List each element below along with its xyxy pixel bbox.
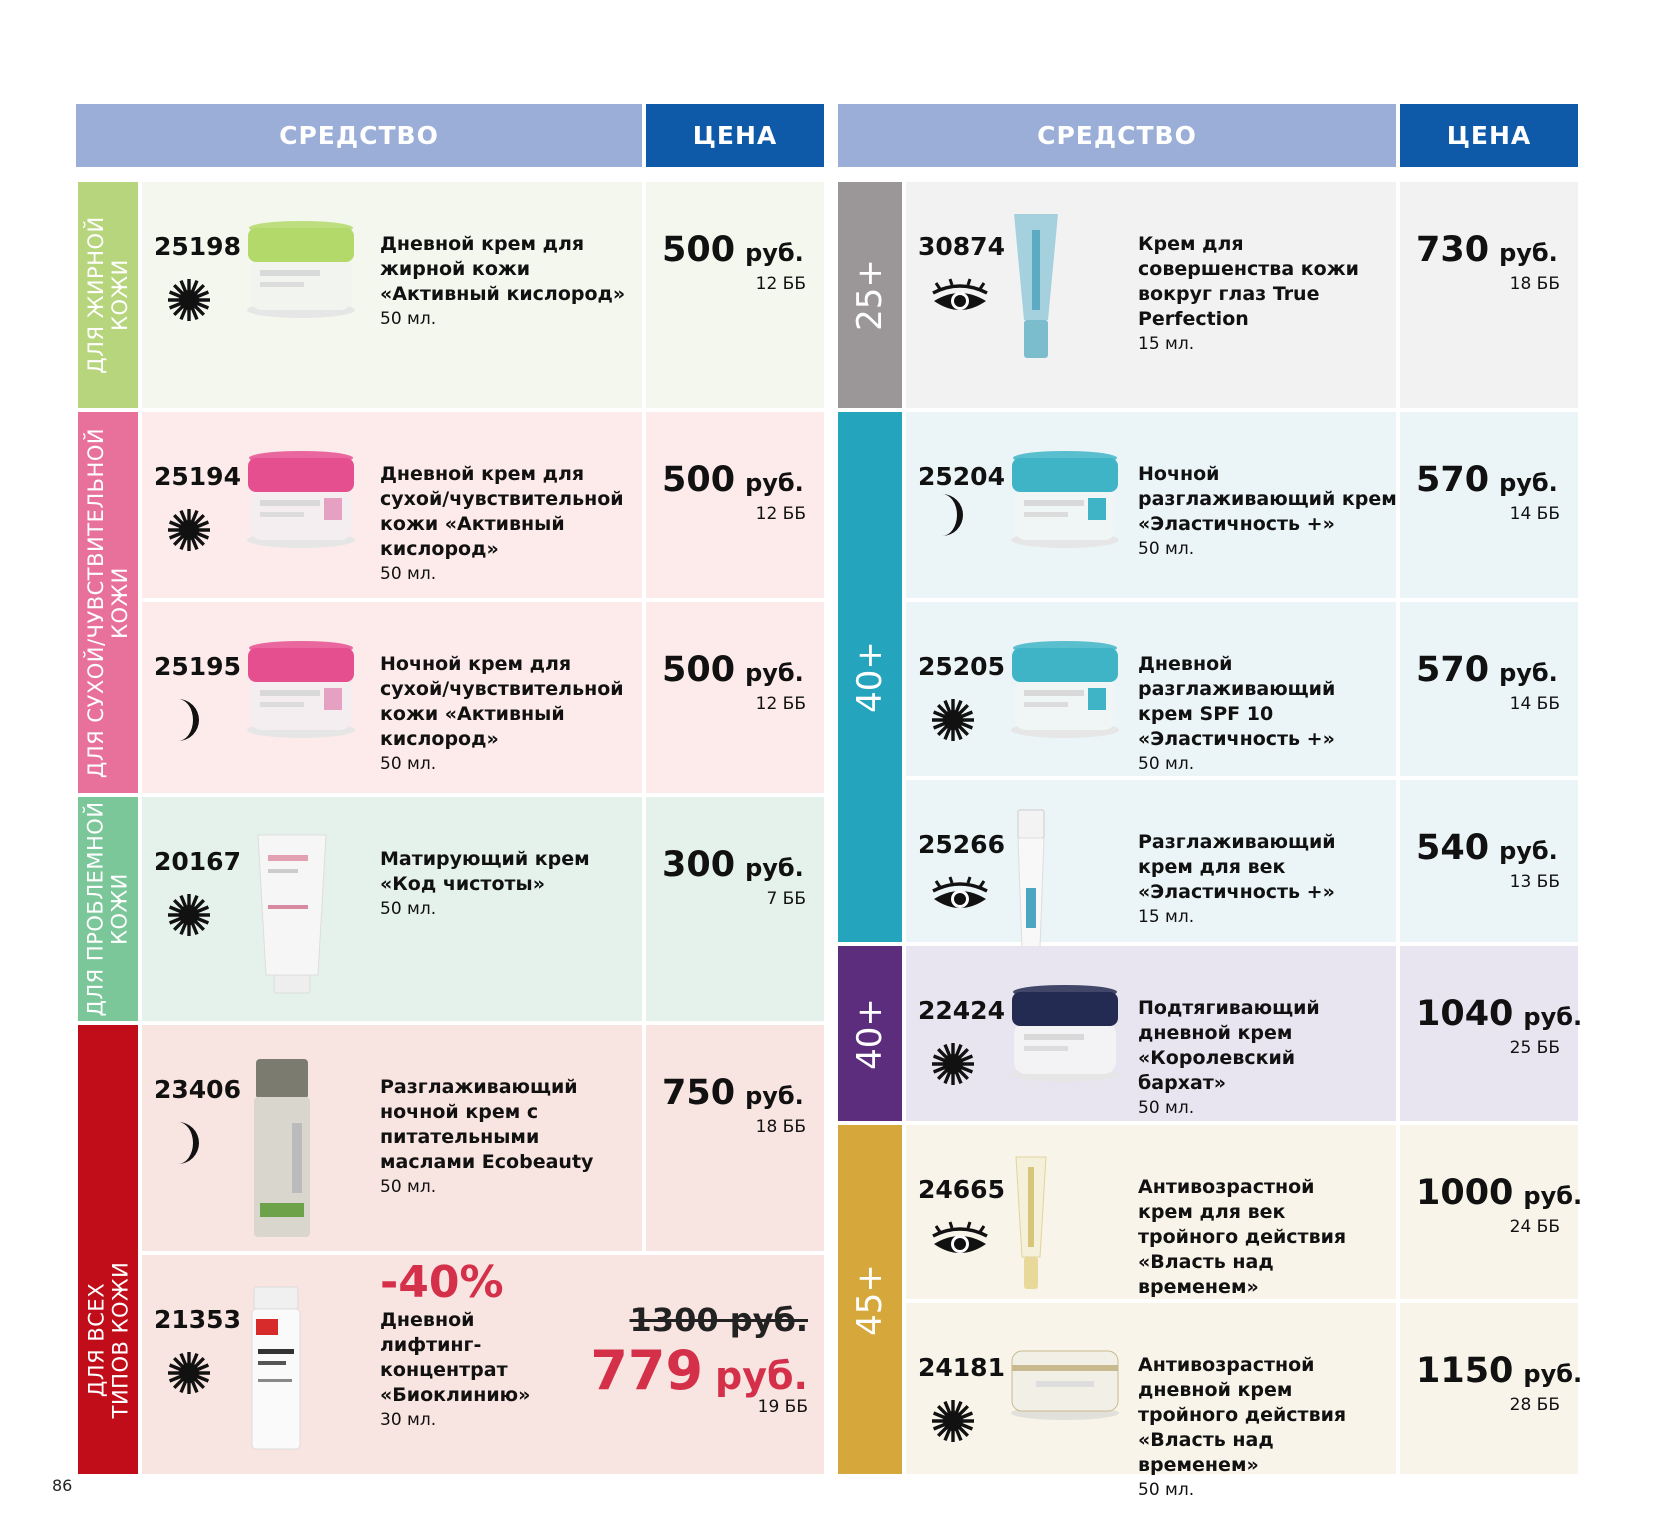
product-volume: 15 мл. xyxy=(1138,334,1195,354)
product-name xyxy=(1138,652,1335,776)
product-name-line: Ночной крем для xyxy=(380,653,572,675)
product-code: 24665 xyxy=(918,1175,1005,1204)
section-label: ДЛЯ ПРОБЛЕМНОЙ КОЖИ xyxy=(84,801,132,1017)
product-name-line: Разглаживающий xyxy=(1138,831,1336,853)
product-name xyxy=(380,1257,530,1432)
bonus-points: 12 ББ xyxy=(755,274,806,294)
product-volume: 50 мл. xyxy=(380,1177,437,1197)
product-name-line: крем для век xyxy=(1138,856,1286,878)
sun-icon xyxy=(166,507,212,557)
product-name xyxy=(380,847,590,921)
eye-icon xyxy=(930,1220,990,1266)
page-number: 86 xyxy=(52,1476,73,1495)
product-name-line: Антивозрастной xyxy=(1138,1354,1315,1376)
price-value: 500 xyxy=(662,460,736,500)
bonus-points: 25 ББ xyxy=(1509,1038,1560,1058)
product-image xyxy=(242,1053,322,1247)
product-code: 23406 xyxy=(154,1075,241,1104)
product-volume: 50 мл. xyxy=(380,754,437,774)
bonus-points: 7 ББ xyxy=(766,889,806,909)
product-name xyxy=(1138,996,1320,1120)
product-name-line: маслами Ecobeauty xyxy=(380,1151,594,1173)
price-currency: руб. xyxy=(1499,469,1558,497)
product-name-line: временем» xyxy=(1138,1276,1259,1298)
product-name-line: Дневной xyxy=(1138,653,1233,675)
section-label: 45+ xyxy=(850,1263,891,1336)
product-code: 30874 xyxy=(918,232,1005,261)
sun-icon xyxy=(166,1350,212,1400)
price-cell xyxy=(646,797,824,1021)
product-name xyxy=(1138,830,1336,929)
header-product-label: СРЕДСТВО xyxy=(1037,121,1197,150)
section-label: 25+ xyxy=(850,259,891,331)
price xyxy=(662,845,804,885)
price-value: 540 xyxy=(1416,828,1490,868)
product-volume: 50 мл. xyxy=(380,309,437,329)
bonus-points: 19 ББ xyxy=(757,1397,808,1417)
product-name-line: вокруг глаз True xyxy=(1138,283,1320,305)
sun-icon xyxy=(930,697,976,747)
section-label: 40+ xyxy=(850,997,891,1070)
price-currency: руб. xyxy=(1523,1003,1583,1031)
section-label: 40+ xyxy=(850,641,891,713)
price-value: 730 xyxy=(1416,230,1490,270)
product-code: 25198 xyxy=(154,232,241,261)
product-name-line: «Код чистоты» xyxy=(380,873,545,895)
price-value: 570 xyxy=(1416,650,1490,690)
price-currency: руб. xyxy=(745,659,804,687)
product-image xyxy=(242,630,360,744)
price-currency: руб. xyxy=(1499,837,1558,865)
product-code: 21353 xyxy=(154,1305,241,1334)
section-label: ДЛЯ ВСЕХ ТИПОВ КОЖИ xyxy=(84,1261,132,1418)
product-name-line: разглаживающий xyxy=(1138,678,1336,700)
section-bar-dry xyxy=(78,412,138,793)
product-name xyxy=(380,462,624,586)
product-name-line: разглаживающий крем xyxy=(1138,488,1397,510)
product-image xyxy=(1006,440,1124,554)
product-name-line: кожи «Активный xyxy=(380,703,565,725)
product-code: 25204 xyxy=(918,462,1005,491)
bonus-points: 13 ББ xyxy=(1509,872,1560,892)
section-bar-all xyxy=(78,1025,138,1474)
product-image xyxy=(242,440,360,554)
product-name xyxy=(1138,462,1397,561)
product-name-line: Подтягивающий xyxy=(1138,997,1320,1019)
product-volume: 50 мл. xyxy=(1138,539,1195,559)
moon-icon xyxy=(930,492,970,542)
price xyxy=(662,460,804,500)
sun-icon xyxy=(930,1398,976,1448)
product-code: 24181 xyxy=(918,1353,1005,1382)
product-name-line: сухой/чувствительной xyxy=(380,488,624,510)
price-value: 750 xyxy=(662,1073,736,1113)
product-code: 25266 xyxy=(918,830,1005,859)
product-name-line: «Королевский xyxy=(1138,1047,1296,1069)
product-name-line: «Власть над xyxy=(1138,1429,1274,1451)
price-currency: руб. xyxy=(1523,1182,1583,1210)
price-value: 570 xyxy=(1416,460,1490,500)
bonus-points: 28 ББ xyxy=(1509,1395,1560,1415)
product-name-line: дневной крем xyxy=(1138,1379,1293,1401)
price xyxy=(1416,994,1582,1034)
header-product-left xyxy=(76,104,642,167)
price-value: 1150 xyxy=(1416,1351,1514,1391)
bonus-points: 18 ББ xyxy=(1509,274,1560,294)
section-bar-45plus xyxy=(838,1125,902,1474)
price xyxy=(662,1073,804,1113)
product-name-line: кожи «Активный xyxy=(380,513,565,535)
price xyxy=(1416,650,1558,690)
old-price: 1300 руб. xyxy=(629,1301,808,1339)
bonus-points: 12 ББ xyxy=(755,504,806,524)
section-bar-25plus xyxy=(838,182,902,408)
header-product-label: СРЕДСТВО xyxy=(279,121,439,150)
product-name-line: «Активный кислород» xyxy=(380,283,626,305)
product-image xyxy=(1006,1153,1056,1297)
price-currency: руб. xyxy=(1499,659,1558,687)
product-name-line: тройного действия xyxy=(1138,1226,1347,1248)
discount-badge: -40% xyxy=(380,1257,504,1308)
product-name-line: крем SPF 10 xyxy=(1138,703,1274,725)
product-code: 22424 xyxy=(918,996,1005,1025)
price-currency: руб. xyxy=(745,239,804,267)
product-name-line: «Власть над xyxy=(1138,1251,1274,1273)
product-name-line: Антивозрастной xyxy=(1138,1176,1315,1198)
product-name xyxy=(380,652,624,776)
sale-price-currency: руб. xyxy=(715,1354,808,1398)
header-price-right xyxy=(1400,104,1578,167)
section-bar-40plus-b xyxy=(838,946,902,1121)
header-price-label: ЦЕНА xyxy=(1446,121,1532,150)
section-bar-problem xyxy=(78,797,138,1021)
eye-icon xyxy=(930,277,990,323)
section-label: ДЛЯ СУХОЙ/ЧУВСТВИТЕЛЬНОЙ КОЖИ xyxy=(84,427,132,778)
bonus-points: 14 ББ xyxy=(1509,504,1560,524)
price xyxy=(662,650,804,690)
product-name-line: жирной кожи xyxy=(380,258,531,280)
product-name-line: «Биоклинию» xyxy=(380,1384,531,1406)
price xyxy=(1416,1351,1582,1391)
product-image xyxy=(242,825,342,999)
product-name-line: Дневной крем для xyxy=(380,463,585,485)
price-currency: руб. xyxy=(745,854,804,882)
bonus-points: 18 ББ xyxy=(755,1117,806,1137)
header-product-right xyxy=(838,104,1396,167)
price-value: 1000 xyxy=(1416,1173,1514,1213)
price-currency: руб. xyxy=(745,1082,804,1110)
product-image xyxy=(1006,630,1124,744)
product-image xyxy=(1006,808,1056,962)
product-name-line: Разглаживающий xyxy=(380,1076,578,1098)
price-currency: руб. xyxy=(745,469,804,497)
product-name xyxy=(380,1075,593,1199)
product-image xyxy=(242,1283,312,1457)
price-value: 300 xyxy=(662,845,736,885)
product-name-line: дневной крем xyxy=(1138,1022,1293,1044)
sun-icon xyxy=(930,1041,976,1091)
product-name-line: Дневной крем для xyxy=(380,233,585,255)
product-volume: 50 мл. xyxy=(380,564,437,584)
product-name-line: сухой/чувствительной xyxy=(380,678,624,700)
sale-price xyxy=(590,1339,808,1402)
product-image xyxy=(242,210,360,324)
product-name xyxy=(1138,232,1359,356)
product-volume: 50 мл. xyxy=(1138,1480,1195,1500)
product-volume: 50 мл. xyxy=(1138,1098,1195,1118)
price-cell xyxy=(1400,182,1578,408)
product-code: 25195 xyxy=(154,652,241,681)
price xyxy=(1416,1173,1582,1213)
price-currency: руб. xyxy=(1523,1360,1583,1388)
price-value: 1040 xyxy=(1416,994,1514,1034)
product-volume: 50 мл. xyxy=(380,899,437,919)
product-name-line: Дневной xyxy=(380,1309,475,1331)
moon-icon xyxy=(166,1120,206,1170)
price-cell xyxy=(646,1025,824,1251)
product-name-line: Ночной xyxy=(1138,463,1220,485)
product-name-line: Матирующий крем xyxy=(380,848,590,870)
price xyxy=(1416,460,1558,500)
product-code: 20167 xyxy=(154,847,241,876)
product-name-line: кислород» xyxy=(380,728,499,750)
moon-icon xyxy=(166,697,206,747)
product-volume: 50 мл. xyxy=(1138,754,1195,774)
product-code: 25194 xyxy=(154,462,241,491)
price-currency: руб. xyxy=(1499,239,1558,267)
product-volume: 30 мл. xyxy=(380,1410,437,1430)
product-name-line: лифтинг- xyxy=(380,1334,482,1356)
product-image xyxy=(1006,210,1066,364)
product-name-line: «Эластичность +» xyxy=(1138,728,1335,750)
price-value: 500 xyxy=(662,230,736,270)
eye-icon xyxy=(930,875,990,921)
price xyxy=(662,230,804,270)
sun-icon xyxy=(166,892,212,942)
product-name xyxy=(380,232,625,331)
sale-price-value: 779 xyxy=(590,1339,704,1402)
product-name-line: кислород» xyxy=(380,538,499,560)
product-name-line: Крем для xyxy=(1138,233,1244,255)
product-name-line: питательными xyxy=(380,1126,540,1148)
product-volume: 15 мл. xyxy=(1138,907,1195,927)
product-name-line: крем для век xyxy=(1138,1201,1286,1223)
product-code: 25205 xyxy=(918,652,1005,681)
section-bar-oily xyxy=(78,182,138,408)
section-label: ДЛЯ ЖИРНОЙ КОЖИ xyxy=(84,216,132,374)
sun-icon xyxy=(166,277,212,327)
price-cell xyxy=(646,182,824,408)
price xyxy=(1416,828,1558,868)
price xyxy=(1416,230,1558,270)
product-name-line: ночной крем с xyxy=(380,1101,539,1123)
product-name-line: концентрат xyxy=(380,1359,508,1381)
product-name-line: Perfection xyxy=(1138,308,1249,330)
bonus-points: 24 ББ xyxy=(1509,1217,1560,1237)
header-price-label: ЦЕНА xyxy=(692,121,778,150)
price-value: 500 xyxy=(662,650,736,690)
product-name-line: «Эластичность +» xyxy=(1138,881,1335,903)
product-name-line: тройного действия xyxy=(1138,1404,1347,1426)
product-name-line: «Эластичность +» xyxy=(1138,513,1335,535)
section-bar-40plus-a xyxy=(838,412,902,942)
product-name-line: временем» xyxy=(1138,1454,1259,1476)
product-image xyxy=(1006,1331,1124,1425)
product-name xyxy=(1138,1175,1346,1324)
product-name-line: бархат» xyxy=(1138,1072,1227,1094)
product-image xyxy=(1006,974,1124,1088)
bonus-points: 12 ББ xyxy=(755,694,806,714)
product-name xyxy=(1138,1353,1346,1502)
header-price-left xyxy=(646,104,824,167)
product-name-line: совершенства кожи xyxy=(1138,258,1359,280)
bonus-points: 14 ББ xyxy=(1509,694,1560,714)
